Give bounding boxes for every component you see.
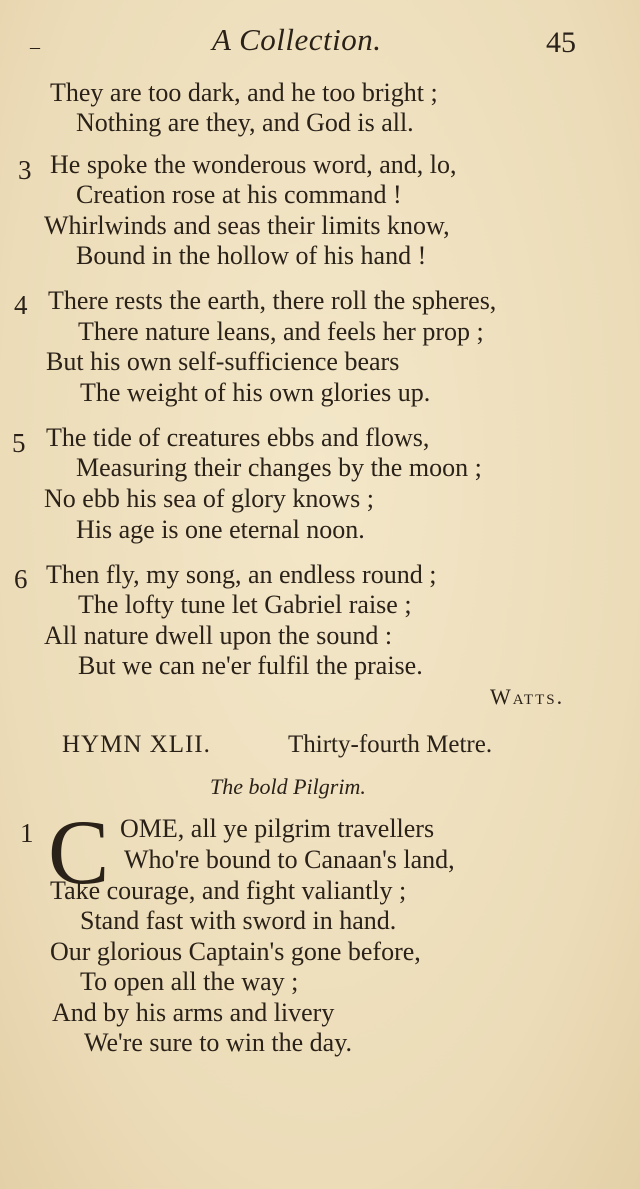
- stanza-number: 5: [12, 428, 26, 458]
- hymn-metre: Thirty-fourth Metre.: [288, 731, 493, 758]
- verse-line: The weight of his own glories up.: [80, 378, 431, 407]
- stanza-number: 4: [14, 290, 28, 320]
- verse-line: Who're bound to Canaan's land,: [124, 845, 455, 874]
- verse-line: Creation rose at his command !: [76, 180, 402, 209]
- page-number: 45: [546, 26, 576, 59]
- stanza-number: 3: [18, 155, 32, 185]
- running-title: A Collection.: [212, 22, 382, 57]
- verse-line: His age is one eternal noon.: [76, 515, 365, 544]
- verse-line: Measuring their changes by the moon ;: [76, 453, 482, 482]
- drop-cap: C: [48, 801, 110, 903]
- verse-line: Stand fast with sword in hand.: [80, 906, 397, 935]
- stanza-number: 1: [20, 818, 34, 848]
- verse-line: Take courage, and fight valiantly ;: [50, 876, 407, 905]
- verse-line: Bound in the hollow of his hand !: [76, 241, 427, 270]
- verse-line: Our glorious Captain's gone before,: [50, 937, 421, 966]
- verse-line: We're sure to win the day.: [84, 1028, 353, 1057]
- verse-line: All nature dwell upon the sound :: [44, 621, 393, 650]
- verse-line: OME, all ye pilgrim travellers: [120, 814, 435, 843]
- verse-line: The tide of creatures ebbs and flows,: [46, 423, 430, 452]
- attribution: Watts.: [490, 684, 565, 709]
- verse-line: They are too dark, and he too bright ;: [50, 78, 438, 107]
- stanza-number: 6: [14, 564, 28, 594]
- page-header: [0, 20, 640, 70]
- verse-line: There nature leans, and feels her prop ;: [78, 317, 484, 346]
- verse-line: And by his arms and livery: [52, 998, 335, 1027]
- verse-line: He spoke the wonderous word, and, lo,: [50, 150, 457, 179]
- verse-line: But we can ne'er fulfil the praise.: [78, 651, 423, 680]
- verse-line: Whirlwinds and seas their limits know,: [44, 211, 450, 240]
- hymn-subtitle: The bold Pilgrim.: [210, 774, 366, 799]
- header-dash: –: [30, 36, 40, 58]
- verse-line: The lofty tune let Gabriel raise ;: [78, 590, 412, 619]
- verse-line: Nothing are they, and God is all.: [76, 108, 414, 137]
- verse-line: No ebb his sea of glory knows ;: [44, 484, 375, 513]
- verse-line: There rests the earth, there roll the spheres,: [48, 286, 497, 315]
- verse-line: To open all the way ;: [80, 967, 299, 996]
- verse-line: Then fly, my song, an endless round ;: [46, 560, 437, 589]
- hymn-title: HYMN XLII.: [62, 731, 211, 758]
- verse-line: But his own self-sufficience bears: [46, 347, 400, 376]
